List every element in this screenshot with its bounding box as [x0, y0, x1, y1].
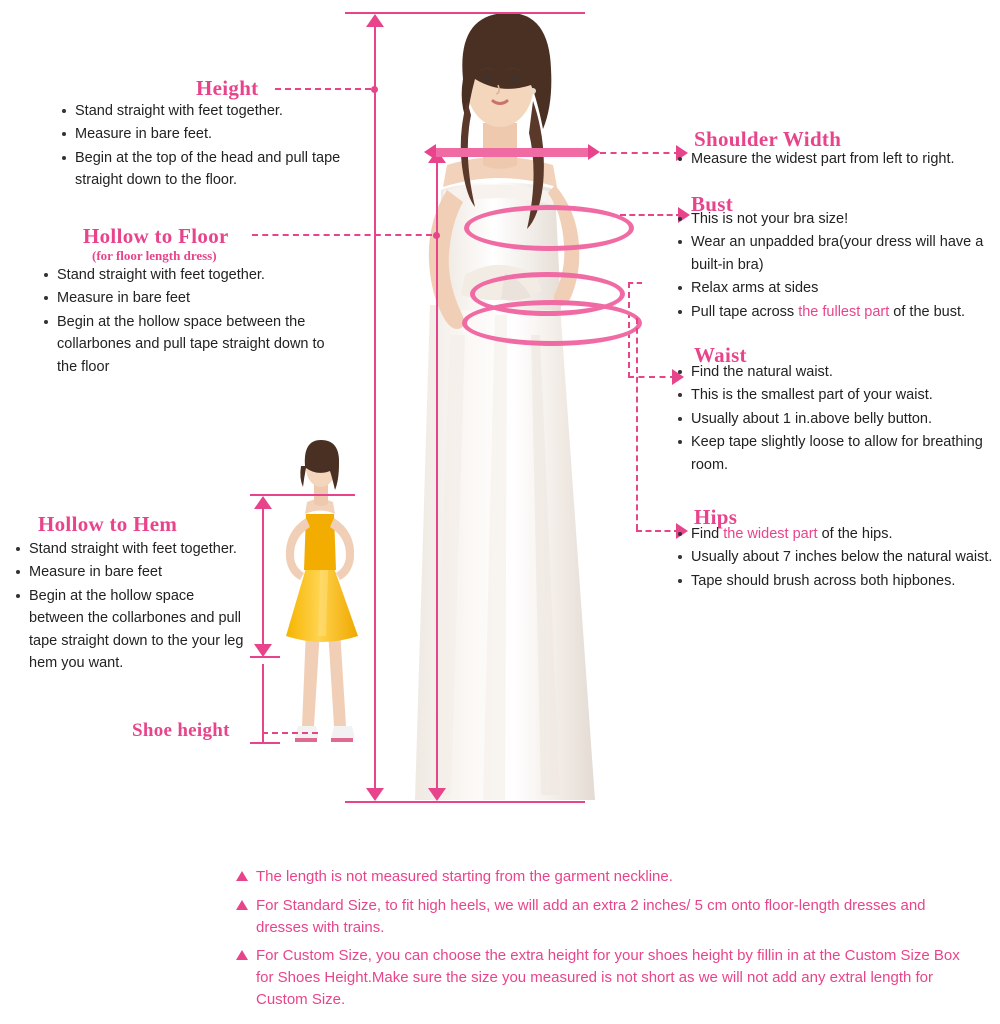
- tall-model-illustration: [355, 5, 645, 805]
- list-item: Stand straight with feet together.: [60, 100, 360, 122]
- bust-heading: Bust: [691, 192, 734, 216]
- warning-triangle-icon: [236, 900, 248, 910]
- bust-bullets: [676, 208, 996, 324]
- list-item: Stand straight with feet together.: [42, 264, 342, 286]
- note-row: [236, 945, 976, 1010]
- list-item: Wear an unpadded bra(your dress will have a built-in bra): [676, 231, 996, 276]
- note-row: [236, 895, 976, 939]
- shoulder-bullets: [676, 148, 996, 171]
- waist-heading: Waist: [694, 343, 747, 367]
- footer-notes: [236, 866, 976, 1018]
- list-item: Keep tape slightly loose to allow for breathing room.: [676, 431, 996, 476]
- height-bullets: [60, 100, 360, 193]
- hips-tape: [462, 300, 642, 346]
- note-text: For Custom Size, you can choose the extra height for your shoes height by fillin in at the Custom Size Box for Shoes Height.Make sure the size you measured is not short as we will not add any extral length for Custom Size.: [256, 947, 960, 1008]
- list-item: Usually about 1 in.above belly button.: [676, 408, 996, 430]
- hollow-floor-point: [433, 232, 440, 239]
- list-item: Begin at the hollow space between the collarbones and pull tape straight down to the floor: [42, 311, 342, 378]
- shoulder-arrow-left: [424, 144, 436, 160]
- list-item: This is the smallest part of your waist.: [676, 384, 996, 406]
- hips-bullets: [676, 523, 996, 593]
- bust-text-post: of the bust.: [889, 303, 966, 320]
- hollow-hem-heading: Hollow to Hem: [38, 512, 178, 536]
- list-item: Stand straight with feet together.: [14, 538, 246, 560]
- list-item: Measure in bare feet.: [60, 123, 360, 145]
- list-item: Usually about 7 inches below the natural waist.: [676, 546, 996, 568]
- hem-bottom-bar: [250, 656, 280, 658]
- shoe-bottom-bar: [250, 742, 280, 744]
- list-item-hips-widest: [676, 523, 996, 545]
- height-bottom-bar: [345, 801, 585, 803]
- height-point: [371, 86, 378, 93]
- list-item: Relax arms at sides: [676, 277, 996, 299]
- hollow-floor-subheading: (for floor length dress): [92, 248, 217, 263]
- hips-heading: Hips: [694, 505, 738, 529]
- shoulder-tape: [432, 148, 592, 157]
- shoulder-heading: Shoulder Width: [694, 127, 842, 151]
- bust-leader: [620, 214, 682, 216]
- list-item: Measure in bare feet: [14, 561, 246, 583]
- hips-text-pre: Find: [691, 526, 724, 542]
- warning-triangle-icon: [236, 950, 248, 960]
- note-row: [236, 866, 976, 888]
- shoe-leader: [262, 732, 318, 734]
- list-item: Begin at the top of the head and pull tape straight down to the floor.: [60, 147, 360, 192]
- short-model-illustration: [262, 440, 382, 760]
- hollow-floor-axis-line: [436, 156, 438, 798]
- waist-leader-horizontal: [628, 282, 642, 284]
- hollow-floor-heading: Hollow to Floor: [83, 224, 229, 248]
- hollow-floor-bullets: [42, 264, 342, 379]
- bust-text-highlight: the fullest part: [798, 303, 890, 320]
- list-item: Measure in bare feet: [42, 287, 342, 309]
- shoe-height-heading: Shoe height: [132, 720, 230, 741]
- hips-text-highlight: the widest part: [723, 526, 818, 542]
- list-item: Tape should brush across both hipbones.: [676, 570, 996, 592]
- shoulder-leader: [600, 152, 680, 154]
- hem-axis-line: [262, 502, 264, 652]
- hips-leader-vertical: [636, 318, 638, 530]
- list-item: This is not your bra size!: [676, 208, 996, 230]
- warning-triangle-icon: [236, 871, 248, 881]
- note-text: The length is not measured starting from the garment neckline.: [256, 868, 673, 885]
- waist-bullets: [676, 361, 996, 477]
- bust-tape: [464, 205, 634, 251]
- list-item-bust-fullest: [676, 301, 996, 323]
- hips-text-post: of the hips.: [817, 526, 893, 542]
- list-item: Begin at the hollow space between the collarbones and pull tape straight down to the your leg hem you want.: [14, 585, 246, 675]
- shoe-axis-line: [262, 664, 264, 742]
- bust-text-pre: Pull tape across: [691, 303, 799, 320]
- hips-leader-out: [636, 530, 680, 532]
- list-item: Measure the widest part from left to right.: [676, 148, 996, 170]
- note-text: For Standard Size, to fit high heels, we will add an extra 2 inches/ 5 cm onto floor-length dresses and dresses with trains.: [256, 896, 926, 936]
- hollow-floor-leader: [252, 234, 432, 236]
- list-item: Find the natural waist.: [676, 361, 996, 383]
- hollow-hem-bullets: [14, 538, 246, 676]
- height-axis-line: [374, 20, 376, 798]
- shoulder-arrow-right: [588, 144, 600, 160]
- height-leader: [275, 88, 371, 90]
- height-heading: Height: [196, 76, 259, 100]
